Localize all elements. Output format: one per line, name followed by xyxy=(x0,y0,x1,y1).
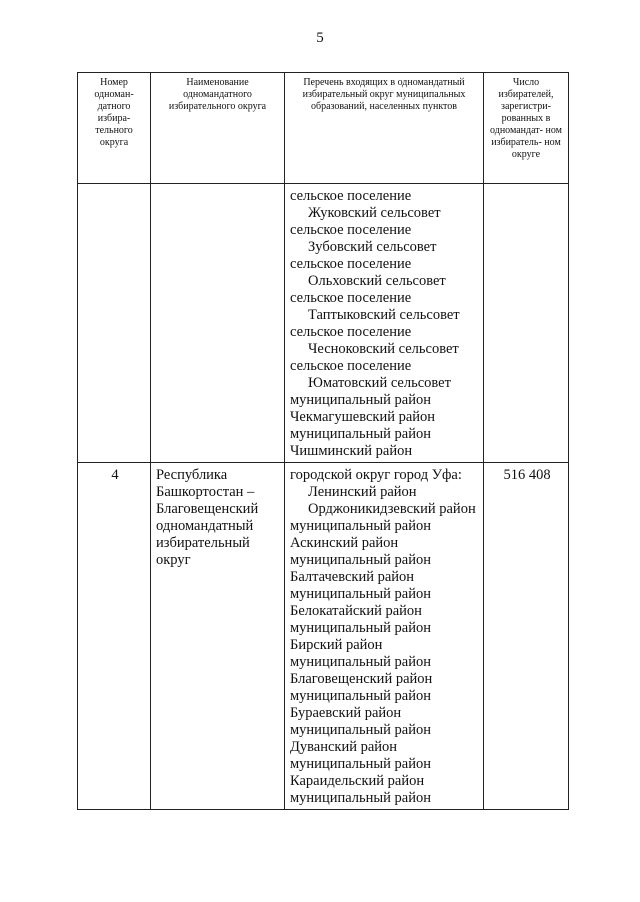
municipality-line: Орджоникидзевский район xyxy=(308,501,476,517)
voter-count-cell xyxy=(484,184,569,463)
municipality-line: Аскинский район xyxy=(290,535,399,551)
municipality-line: муниципальный район xyxy=(290,756,431,772)
table-body xyxy=(78,184,569,810)
municipality-line: Чекмагушевский район xyxy=(290,409,436,425)
municipality-line: Зубовский сельсовет xyxy=(308,239,437,255)
table-row xyxy=(78,463,569,810)
municipality-line: Бирский район xyxy=(290,637,383,653)
header-count: Число избирателей, зарегистри- рованных в одномандат- ном избиратель- ном округе xyxy=(484,73,569,184)
district-name-line: одномандатный xyxy=(156,518,254,534)
voter-count-cell: 516 408 xyxy=(484,463,569,810)
municipality-line: муниципальный район xyxy=(290,620,431,636)
district-name-line: Башкортостан – xyxy=(156,484,255,500)
district-name-line: Республика xyxy=(156,467,228,483)
municipality-line: Караидельский район xyxy=(290,773,425,789)
header-number: Номер одноман- датного избира- тельного округа xyxy=(78,73,151,184)
municipality-line: Чишминский район xyxy=(290,443,413,459)
district-number-cell xyxy=(78,184,151,463)
municipality-line: Дуванский район xyxy=(290,739,398,755)
municipality-line: Бураевский район xyxy=(290,705,402,721)
municipality-line: муниципальный район xyxy=(290,688,431,704)
district-name-line: округ xyxy=(156,552,191,568)
header-name: Наименование одномандатного избирательного округа xyxy=(151,73,285,184)
municipality-line: сельское поселение xyxy=(290,324,412,340)
municipality-line: сельское поселение xyxy=(290,358,412,374)
municipality-line: Ленинский район xyxy=(308,484,417,500)
municipality-line: муниципальный район xyxy=(290,552,431,568)
municipality-line: Юматовский сельсовет xyxy=(308,375,451,391)
district-number-cell: 4 xyxy=(78,463,151,810)
municipality-line: муниципальный район xyxy=(290,518,431,534)
page-number: 5 xyxy=(316,30,324,46)
municipality-line: Благовещенский район xyxy=(290,671,433,687)
district-name-cell xyxy=(151,463,285,810)
municipality-line: муниципальный район xyxy=(290,790,431,806)
district-name-cell xyxy=(151,184,285,463)
district-name-line: Благовещенский xyxy=(156,501,259,517)
municipality-line: Чесноковский сельсовет xyxy=(308,341,459,357)
districts-table xyxy=(77,72,569,810)
municipality-line: сельское поселение xyxy=(290,256,412,272)
municipality-line: городской округ город Уфа: xyxy=(290,467,462,483)
municipality-line: сельское поселение xyxy=(290,222,412,238)
municipality-line: муниципальный район xyxy=(290,722,431,738)
municipalities-list-cell xyxy=(285,463,484,810)
municipality-line: муниципальный район xyxy=(290,586,431,602)
municipality-line: муниципальный район xyxy=(290,392,431,408)
municipality-line: сельское поселение xyxy=(290,188,412,204)
municipality-line: Жуковский сельсовет xyxy=(308,205,441,221)
municipality-line: сельское поселение xyxy=(290,290,412,306)
municipality-line: Балтачевский район xyxy=(290,569,415,585)
municipalities-list-cell xyxy=(285,184,484,463)
district-name-line: избирательный xyxy=(156,535,250,551)
table-row xyxy=(78,184,569,463)
header-row xyxy=(78,73,569,184)
municipality-line: муниципальный район xyxy=(290,426,431,442)
header-list: Перечень входящих в одномандатный избирательный округ муниципальных образований, населенных пунктов xyxy=(285,73,484,184)
municipality-line: Белокатайский район xyxy=(290,603,422,619)
municipality-line: муниципальный район xyxy=(290,654,431,670)
municipality-line: Ольховский сельсовет xyxy=(308,273,446,289)
municipality-line: Таптыковский сельсовет xyxy=(308,307,460,323)
